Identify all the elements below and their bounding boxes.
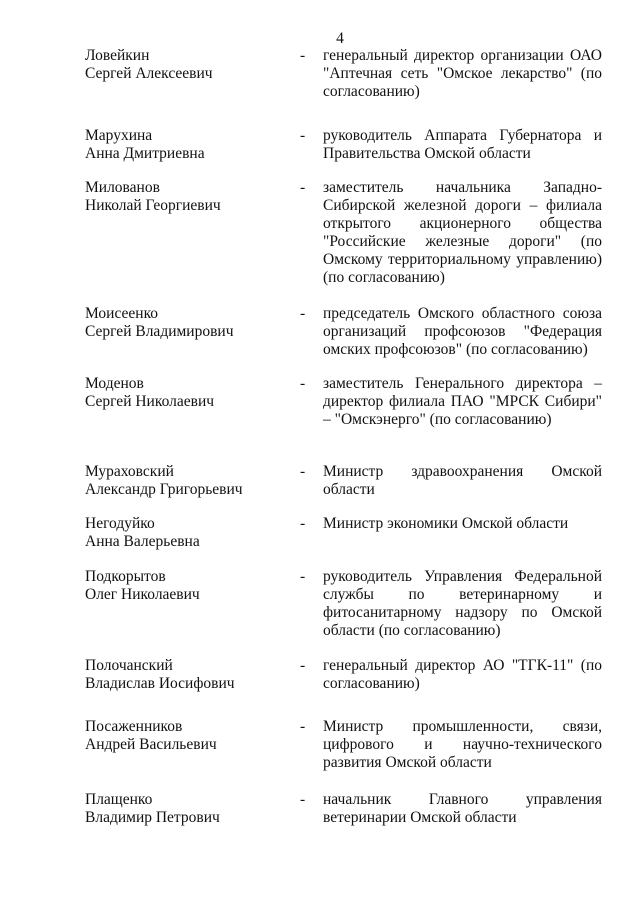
member-surname: Моденов [85, 375, 144, 392]
member-given-name: Владислав Иосифович [85, 675, 235, 692]
separator-dash: - [300, 305, 306, 322]
member-position: руководитель Управления Федеральной службы по ветеринарному и фитосанитарному надзору по Омской области (по согласованию) [323, 568, 602, 639]
member-surname: Ловейкин [85, 47, 150, 64]
separator-dash: - [300, 718, 306, 735]
member-surname: Посаженников [85, 718, 183, 735]
member-name [85, 791, 285, 827]
member-given-name: Анна Дмитриевна [85, 145, 205, 162]
member-surname: Моисеенко [85, 305, 159, 322]
member-name [85, 375, 285, 411]
member-position: заместитель Генерального директора – директор филиала ПАО "МРСК Сибири" – "Омскэнерго" (по согласованию) [323, 375, 602, 428]
member-name [85, 515, 285, 551]
member-position: заместитель начальника Западно-Сибирской железной дороги – филиала открытого акционерного общества "Российские железные дороги" (по Омскому территориальному управлению) (по согласованию) [323, 179, 602, 286]
member-given-name: Олег Николаевич [85, 586, 200, 603]
member-name [85, 305, 285, 341]
separator-dash: - [300, 463, 306, 480]
member-position: Министр здравоохранения Омской области [323, 463, 602, 498]
member-given-name: Сергей Алексеевич [85, 65, 213, 82]
member-position: председатель Омского областного союза организаций профсоюзов "Федерация омских профсоюзов" (по согласованию) [323, 305, 602, 358]
member-surname: Милованов [85, 179, 160, 196]
member-name [85, 463, 285, 499]
member-position: Министр промышленности, связи, цифрового и научно-технического развития Омской области [323, 718, 602, 771]
member-given-name: Анна Валерьевна [85, 533, 200, 550]
member-given-name: Андрей Васильевич [85, 736, 217, 753]
separator-dash: - [300, 179, 306, 196]
member-given-name: Александр Григорьевич [85, 481, 243, 498]
member-name [85, 127, 285, 163]
separator-dash: - [300, 791, 306, 808]
member-surname: Марухина [85, 127, 153, 144]
separator-dash: - [300, 515, 306, 532]
member-surname: Негодуйко [85, 515, 155, 532]
member-given-name: Сергей Николаевич [85, 393, 215, 410]
member-given-name: Сергей Владимирович [85, 323, 234, 340]
member-surname: Полочанский [85, 657, 173, 674]
separator-dash: - [300, 657, 306, 674]
member-surname: Подкорытов [85, 568, 166, 585]
separator-dash: - [300, 127, 306, 144]
member-given-name: Владимир Петрович [85, 809, 220, 826]
member-name [85, 657, 285, 693]
separator-dash: - [300, 375, 306, 392]
member-name [85, 568, 285, 604]
member-name [85, 718, 285, 754]
member-surname: Плащенко [85, 791, 153, 808]
member-position: генеральный директор АО "ТГК-11" (по согласованию) [323, 657, 602, 692]
separator-dash: - [300, 568, 306, 585]
member-position: начальник Главного управления ветеринарии Омской области [323, 791, 602, 826]
member-name [85, 47, 285, 83]
member-name [85, 179, 285, 215]
separator-dash: - [300, 47, 306, 64]
page-number: 4 [336, 30, 344, 47]
member-surname: Мураховский [85, 463, 174, 480]
member-position: генеральный директор организации ОАО "Аптечная сеть "Омское лекарство" (по согласованию) [323, 47, 602, 100]
member-position: руководитель Аппарата Губернатора и Правительства Омской области [323, 127, 602, 162]
member-position: Министр экономики Омской области [323, 515, 569, 532]
member-given-name: Николай Георгиевич [85, 197, 221, 214]
